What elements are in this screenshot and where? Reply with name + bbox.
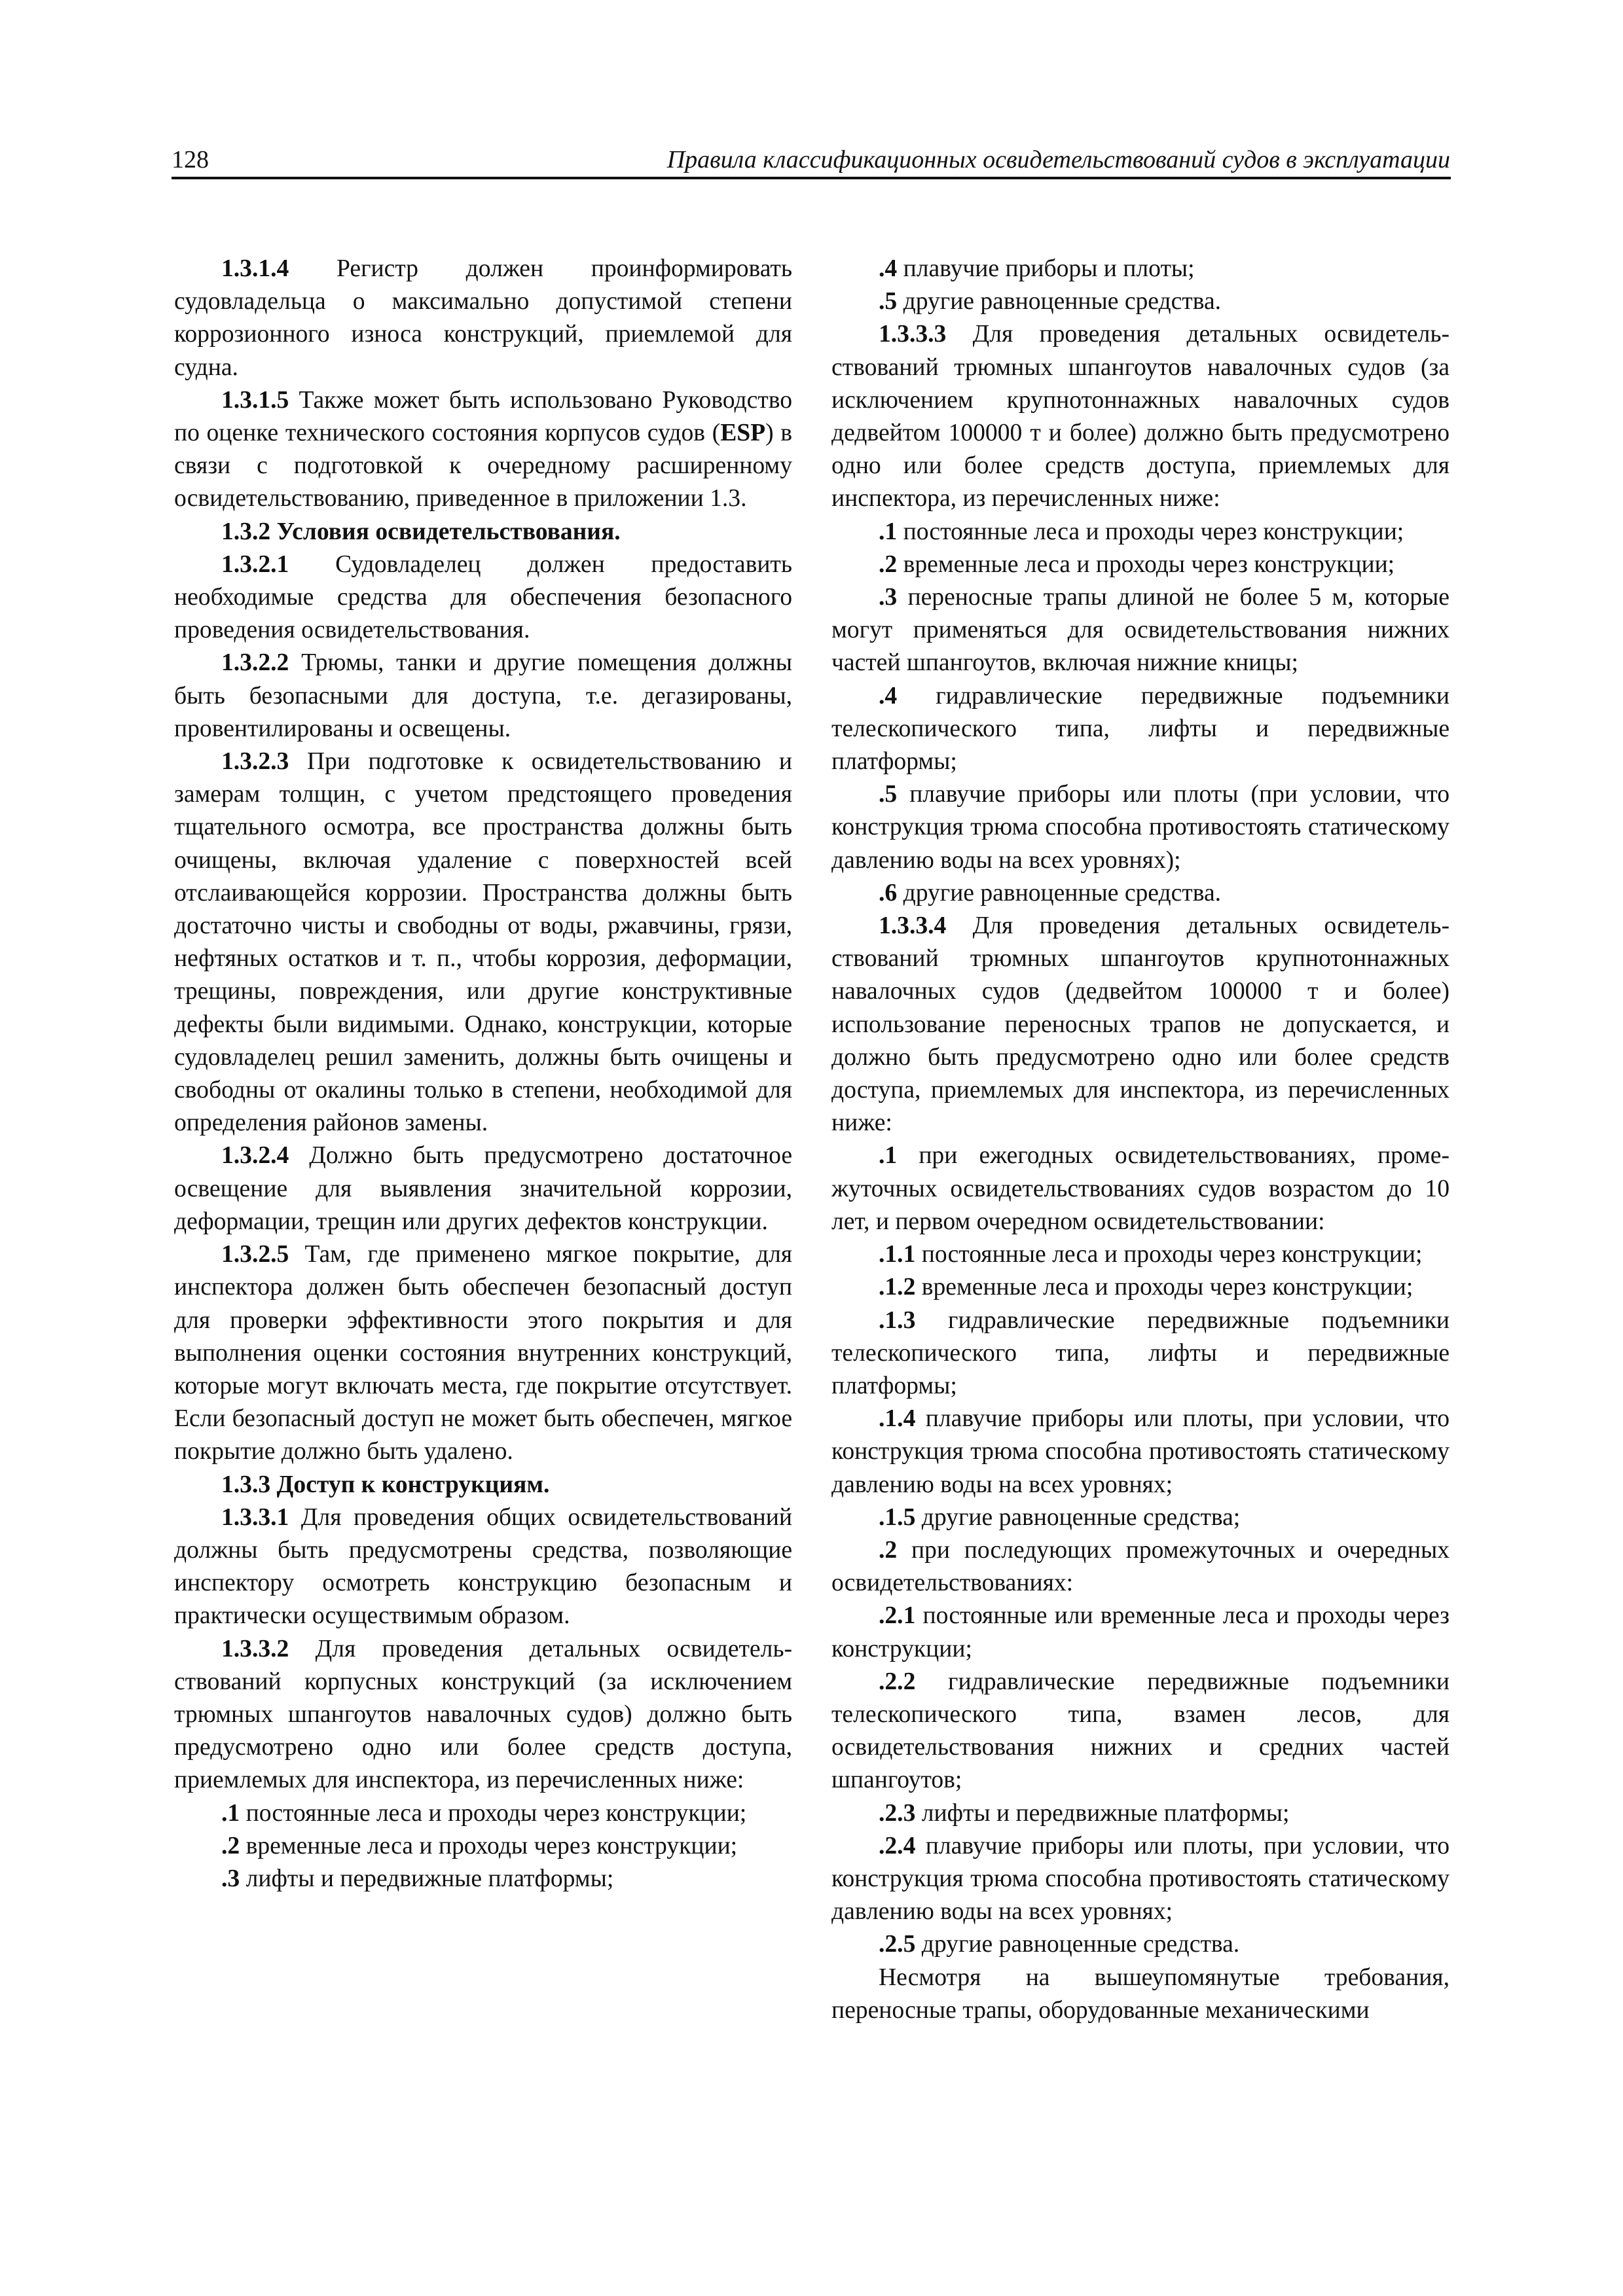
item-number: .1.1	[879, 1241, 916, 1268]
item-number: .5	[879, 288, 898, 315]
section-heading: 1.3.2 Условия освидетельствования.	[221, 518, 621, 545]
item-text: временные леса и проходы через конструкции;	[915, 1274, 1413, 1301]
item-text: другие равноценные средства.	[897, 288, 1222, 315]
clause-number: 1.3.3.1	[221, 1503, 289, 1531]
list-item	[174, 1830, 792, 1863]
paragraph-text: Для проведения детальных освидетельствований трюмных шпангоутов навалочных судов (за исключением крупнотоннажных навалочных судов дедвейтом 100000 т и более) должно быть предусмотрено одно или более средств доступа, приемлемых для инспектора, из перечисленных ниже:	[831, 321, 1450, 512]
item-text: постоянные леса и проходы через конструкции;	[240, 1799, 747, 1827]
list-item	[831, 285, 1450, 318]
item-text: временные леса и проходы через конструкции;	[240, 1832, 738, 1859]
item-number: .3	[879, 584, 898, 611]
list-item	[831, 1797, 1450, 1830]
paragraph-text: ) в связи с подготовкой к очередному расширенному освидетельствованию, приведенное в приложении 1.3.	[174, 420, 792, 512]
paragraph	[831, 1962, 1450, 2027]
list-item	[831, 778, 1450, 877]
item-text: лифты и передвижные платформы;	[915, 1799, 1290, 1827]
paragraph	[174, 745, 792, 1139]
item-text: плавучие приборы или плоты, при условии, что конструкция трюма способна противостоять статическому давлению воды на всех уровнях;	[831, 1832, 1450, 1926]
item-number: .1.4	[879, 1405, 916, 1433]
item-number: .1.2	[879, 1274, 916, 1301]
list-item	[831, 1304, 1450, 1403]
clause-number: 1.3.2.1	[221, 550, 289, 578]
item-text: постоянные леса и проходы через конструкции;	[897, 518, 1404, 545]
list-item	[831, 1238, 1450, 1271]
paragraph	[174, 384, 792, 516]
paragraph-text: Для проведения детальных освидетельствований трюмных шпангоутов крупнотоннажных навалочных судов (дедвейтом 100000 т и более) использование переносных трапов не допускается, и должно быть предусмотрено одно или более средств доступа, приемлемых для инспектора, из перечисленных ниже:	[831, 912, 1450, 1137]
paragraph-text: Должно быть предусмотрено достаточное освещение для выявления значительной коррозии, деформации, трещин или других дефектов конструкции.	[174, 1142, 792, 1235]
paragraph	[174, 253, 792, 384]
paragraph-text: Трюмы, танки и другие помещения должны быть безопасными для доступа, т.е. дегазированы, провентилированы и освещены.	[174, 649, 792, 742]
paragraph-text: Регистр должен проинформировать судовладельца о максимально допустимой степени коррозионного износа конструкций, приемлемой для судна.	[174, 255, 792, 381]
item-number: .2.2	[879, 1668, 916, 1695]
item-text: другие равноценные средства.	[915, 1931, 1240, 1958]
clause-number: 1.3.2.4	[221, 1142, 289, 1170]
clause-number: 1.3.1.5	[221, 386, 289, 414]
list-item	[831, 877, 1450, 910]
item-number: .1	[221, 1799, 240, 1827]
item-text: временные леса и проходы через конструкции;	[897, 550, 1395, 578]
list-item	[831, 1928, 1450, 1961]
list-item	[831, 581, 1450, 680]
clause-number: 1.3.3.2	[221, 1635, 289, 1662]
list-item	[831, 1501, 1450, 1534]
item-number: .1.5	[879, 1503, 916, 1531]
paragraph	[831, 318, 1450, 515]
item-number: .2	[879, 550, 898, 578]
header-rule	[172, 177, 1451, 179]
item-number: .2.3	[879, 1799, 916, 1827]
paragraph	[174, 1501, 792, 1633]
item-text: постоянные леса и проходы через конструкции;	[915, 1241, 1423, 1268]
clause-number: 1.3.2.3	[221, 748, 289, 776]
item-number: .6	[879, 879, 898, 906]
item-text: плавучие приборы или плоты, при условии, что конструкция трюма способна противостоять статическому давлению воды на всех уровнях;	[831, 1405, 1450, 1498]
item-number: .1	[879, 518, 898, 545]
item-text: переносные трапы длиной не более 5 м, которые могут применяться для освидетельствования нижних частей шпангоутов, включая нижние кницы;	[831, 584, 1450, 677]
list-item	[831, 1666, 1450, 1797]
paragraph	[174, 1139, 792, 1238]
item-text: гидравлические передвижные подъемники телескопического типа, лифты и передвижные платформы;	[831, 1306, 1450, 1399]
item-text: при ежегодных освидетельствованиях, промежуточных освидетельствованиях судов возрастом до 10 лет, и первом очередном освидетельствовании:	[831, 1142, 1450, 1235]
item-number: .5	[879, 781, 898, 808]
paragraph	[174, 1238, 792, 1468]
paragraph-text: Для проведения детальных освидетельствований корпусных конструкций (за исключением трюмных шпангоутов навалочных судов) должно быть предусмотрено одно или более средств доступа, приемлемых для инспектора, из перечисленных ниже:	[174, 1635, 792, 1794]
list-item	[831, 1403, 1450, 1501]
paragraph-text: Судовладелец должен предоставить необходимые средства для обеспечения безопасного проведения освидетельствования.	[174, 550, 792, 644]
section-heading: 1.3.3 Доступ к конструкциям.	[221, 1471, 550, 1498]
paragraph-text: Там, где применено мягкое покрытие, для инспектора должен быть обеспечен безопасный доступ для проверки эффективности этого покрытия и для выполнения оценки состояния внутренних конструкций, которые могут включать места, где покрытие отсутствует. Если безопасный доступ не может быть обеспечен, мягкое покрытие должно быть удалено.	[174, 1241, 792, 1465]
item-text: плавучие приборы или плоты (при условии, что конструкция трюма способна противостоять статическому давлению воды на всех уровнях);	[831, 781, 1450, 874]
paragraph	[831, 910, 1450, 1139]
list-item	[174, 1863, 792, 1895]
list-item	[831, 548, 1450, 581]
clause-number: 1.3.2.5	[221, 1241, 289, 1268]
right-column	[831, 253, 1450, 2027]
item-number: .2.4	[879, 1832, 916, 1859]
running-title: Правила классификационных освидетельствований судов в эксплуатации	[666, 146, 1450, 173]
list-item	[831, 253, 1450, 285]
paragraph-text: Также может быть использовано Руководство по оценке технического состояния корпусов судов (	[174, 386, 792, 447]
list-item	[831, 516, 1450, 548]
paragraph-text: Для проведения общих освидетельствований должны быть предусмотрены средства, позволяющие инспектору осмотреть конструкцию безопасным и практически осуществимым образом.	[174, 1503, 792, 1630]
item-text: гидравлические передвижные подъемники телескопического типа, взамен лесов, для освидетельствования нижних и средних частей шпангоутов;	[831, 1668, 1450, 1794]
clause-number: 1.3.3.3	[879, 321, 947, 348]
item-number: .2.1	[879, 1602, 916, 1630]
item-number: .2.5	[879, 1931, 916, 1958]
item-text: гидравлические передвижные подъемники телескопического типа, лифты и передвижные платформы;	[831, 682, 1450, 776]
list-item	[831, 680, 1450, 779]
item-text: при последующих промежуточных и очередных освидетельствованиях:	[831, 1536, 1450, 1597]
item-text: постоянные или временные леса и проходы через конструкции;	[831, 1602, 1450, 1662]
paragraph	[174, 548, 792, 647]
item-text: другие равноценные средства.	[897, 879, 1222, 906]
left-column	[174, 253, 792, 1895]
list-item	[831, 1534, 1450, 1600]
paragraph	[174, 647, 792, 745]
paragraph-text: Несмотря на вышеупомянутые требования, переносные трапы, оборудованные механическими	[831, 1964, 1450, 2024]
item-text: лифты и передвижные платформы;	[240, 1865, 614, 1892]
item-number: .1	[879, 1142, 898, 1170]
clause-number: 1.3.2.2	[221, 649, 289, 677]
list-item	[831, 1139, 1450, 1238]
item-number: .3	[221, 1865, 240, 1892]
item-text: другие равноценные средства;	[915, 1503, 1241, 1531]
list-item	[831, 1600, 1450, 1665]
esp-abbreviation: ESP	[720, 420, 766, 447]
paragraph	[174, 1633, 792, 1797]
list-item	[831, 1830, 1450, 1929]
list-item	[831, 1271, 1450, 1304]
item-text: плавучие приборы и плоты;	[897, 255, 1195, 282]
item-number: .1.3	[879, 1306, 916, 1334]
clause-number: 1.3.1.4	[221, 255, 289, 282]
item-number: .4	[879, 255, 898, 282]
clause-number: 1.3.3.4	[879, 912, 947, 940]
paragraph-text: При подготовке к освидетельствованию и замерам толщин, с учетом предстоящего проведения тщательного осмотра, все пространства должны быть очищены, включая удаление с поверхностей всей отслаивающейся коррозии. Пространства должны быть достаточно чисты и свободны от воды, ржавчины, грязи, нефтяных остатков и т. п., чтобы коррозия, деформации, трещины, повреждения, или другие конструктивные дефекты были видимыми. Однако, конструкции, которые судовладелец решил заменить, должны быть очищены и свободны от окалины только в степени, необходимой для определения районов замены.	[174, 748, 792, 1137]
item-number: .2	[879, 1536, 898, 1564]
page-number: 128	[172, 146, 209, 173]
list-item	[174, 1797, 792, 1830]
item-number: .2	[221, 1832, 240, 1859]
item-number: .4	[879, 682, 898, 709]
